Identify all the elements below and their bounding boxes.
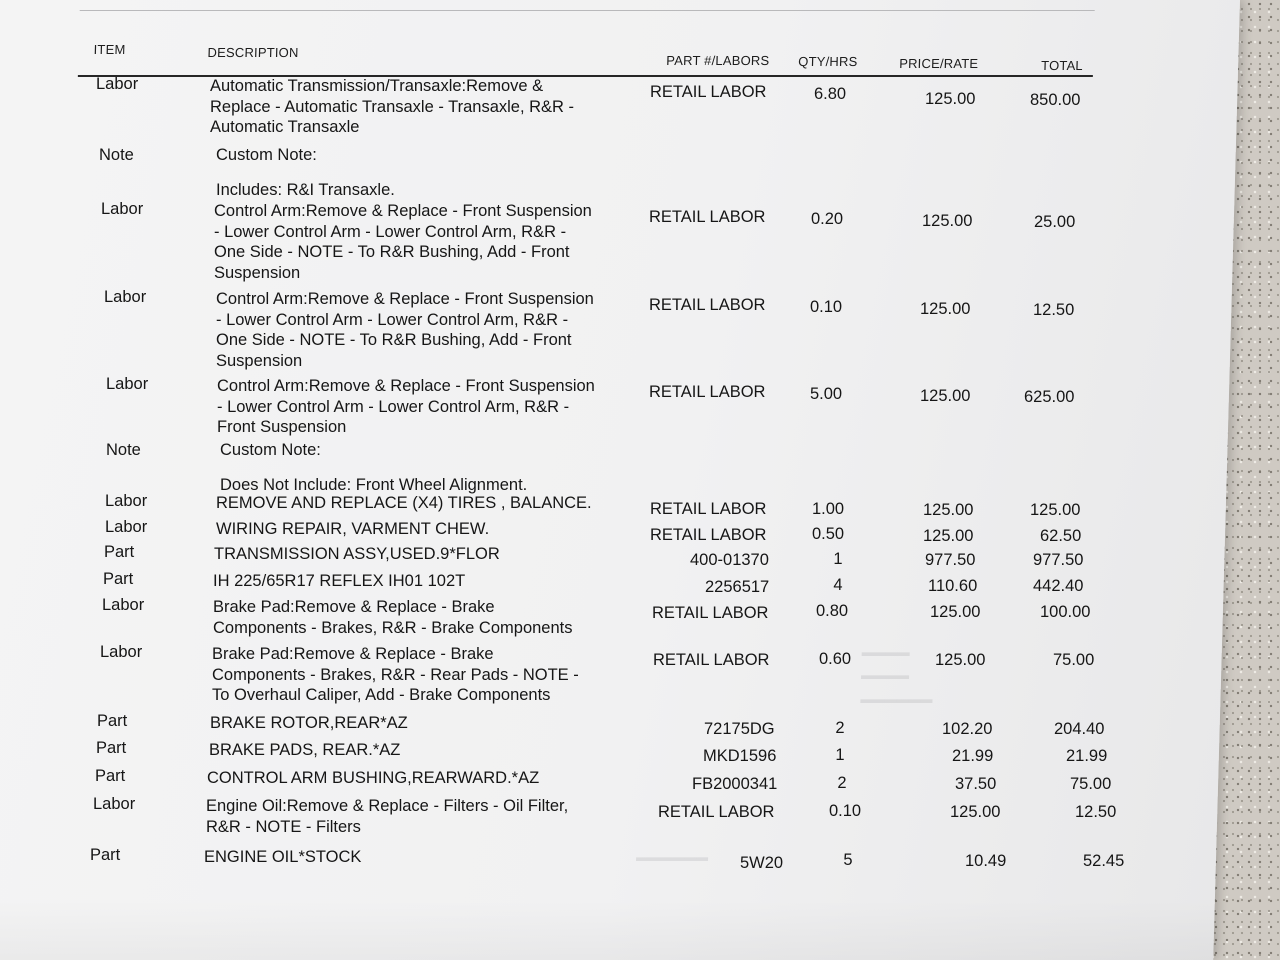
line-part-number: RETAIL LABOR [652, 604, 769, 622]
line-total: 204.40 [1054, 720, 1105, 738]
line-qty-hours: 0.50 [811, 525, 845, 543]
line-description: CONTROL ARM BUSHING,REARWARD.*AZ [207, 769, 540, 787]
line-type: Note [106, 441, 141, 459]
line-part-number: RETAIL LABOR [650, 500, 767, 518]
line-price-rate: 110.60 [928, 577, 978, 595]
line-qty-hours: 6.80 [813, 85, 847, 103]
line-price-rate: 125.00 [920, 387, 971, 405]
line-qty-hours: 1 [835, 746, 845, 764]
line-price-rate: 125.00 [930, 603, 981, 621]
line-description: BRAKE PADS, REAR.*AZ [209, 741, 401, 759]
line-part-number: 5W20 [740, 854, 784, 872]
line-description: Custom Note: Does Not Include: Front Wheel Alignment. [220, 441, 528, 494]
line-total: 52.45 [1083, 852, 1125, 870]
line-total: 62.50 [1040, 527, 1082, 545]
line-type: Labor [102, 596, 145, 614]
line-price-rate: 125.00 [922, 212, 973, 230]
line-qty-hours: 0.80 [815, 602, 849, 620]
line-description: Control Arm:Remove & Replace - Front Suspension - Lower Control Arm - Lower Control Arm, R&R - One Side - NOTE - To R&R Bushing, Add - Front Suspension [216, 290, 594, 370]
line-total: 25.00 [1034, 213, 1076, 231]
line-price-rate: 977.50 [925, 551, 976, 569]
line-part-number: RETAIL LABOR [650, 526, 767, 544]
line-type: Labor [101, 200, 144, 218]
line-description: Brake Pad:Remove & Replace - Brake Components - Brakes, R&R - Brake Components [213, 598, 573, 637]
line-price-rate: 10.49 [965, 852, 1007, 870]
line-description: Control Arm:Remove & Replace - Front Suspension - Lower Control Arm - Lower Control Arm, R&R - One Side - NOTE - To R&R Bushing, Add - Front Suspension [214, 202, 592, 282]
line-description: Automatic Transmission/Transaxle:Remove & Replace - Automatic Transaxle - Transaxle, R&R - Automatic Transaxle [210, 77, 575, 136]
line-qty-hours: 0.10 [809, 298, 843, 316]
line-part-number: RETAIL LABOR [653, 651, 770, 669]
line-type: Labor [105, 492, 148, 510]
line-price-rate: 125.00 [923, 501, 974, 519]
line-qty-hours: 5.00 [809, 385, 843, 403]
bleed-through-text: ▬▬▬▬ [860, 668, 910, 682]
header-price-rate: PRICE/RATE [899, 56, 979, 71]
line-description: IH 225/65R17 REFLEX IH01 102T [213, 572, 466, 590]
line-qty-hours: 5 [843, 851, 853, 869]
line-total: 100.00 [1040, 603, 1091, 621]
line-qty-hours: 2 [837, 774, 847, 792]
bleed-through-text: ▬▬▬▬ [861, 645, 910, 659]
line-qty-hours: 2 [835, 719, 845, 737]
line-part-number: 400-01370 [690, 551, 769, 569]
line-qty-hours: 1 [833, 550, 843, 568]
line-type: Note [99, 146, 134, 164]
line-description: ENGINE OIL*STOCK [204, 848, 362, 866]
line-description: BRAKE ROTOR,REAR*AZ [210, 714, 408, 732]
line-part-number: RETAIL LABOR [649, 208, 766, 226]
line-type: Part [96, 739, 127, 757]
line-type: Part [104, 543, 135, 561]
line-part-number: 2256517 [705, 578, 770, 596]
header-item: ITEM [93, 42, 126, 57]
line-total: 12.50 [1033, 301, 1075, 319]
line-type: Labor [105, 518, 148, 536]
bleed-through-text: ▬▬▬▬▬▬ [635, 850, 709, 864]
line-description: TRANSMISSION ASSY,USED.9*FLOR [214, 545, 500, 563]
line-total: 977.50 [1033, 551, 1084, 569]
line-part-number: FB2000341 [692, 775, 778, 793]
line-part-number: MKD1596 [703, 747, 777, 765]
line-type: Labor [96, 75, 139, 93]
line-part-number: RETAIL LABOR [649, 296, 766, 314]
line-total: 125.00 [1030, 501, 1081, 519]
line-description: Control Arm:Remove & Replace - Front Suspension - Lower Control Arm - Lower Control Arm, R&R - Front Suspension [217, 377, 595, 436]
line-type: Part [97, 712, 128, 730]
line-type: Part [103, 570, 134, 588]
header-qty-hours: QTY/HRS [798, 54, 858, 69]
line-part-number: RETAIL LABOR [649, 383, 766, 401]
line-description: Custom Note: Includes: R&I Transaxle. [216, 146, 395, 199]
header-description: DESCRIPTION [207, 45, 299, 60]
line-total: 75.00 [1053, 651, 1095, 669]
line-part-number: 72175DG [704, 720, 775, 738]
line-total: 442.40 [1033, 577, 1084, 595]
line-description: WIRING REPAIR, VARMENT CHEW. [216, 520, 490, 538]
header-part-number: PART #/LABORS [666, 53, 770, 68]
line-description: Engine Oil:Remove & Replace - Filters - Oil Filter, R&R - NOTE - Filters [206, 797, 569, 836]
line-part-number: RETAIL LABOR [658, 803, 775, 821]
line-price-rate: 37.50 [955, 775, 997, 793]
line-total: 850.00 [1030, 91, 1081, 109]
line-part-number: RETAIL LABOR [650, 83, 767, 101]
header-total: TOTAL [1040, 58, 1084, 73]
line-type: Part [95, 767, 126, 785]
bleed-through-text: ▬▬▬▬▬▬ [860, 692, 933, 706]
line-type: Labor [100, 643, 143, 661]
line-qty-hours: 0.20 [810, 210, 844, 228]
line-qty-hours: 1.00 [811, 500, 845, 518]
line-price-rate: 125.00 [935, 651, 986, 669]
line-qty-hours: 4 [833, 576, 843, 594]
line-description: REMOVE AND REPLACE (X4) TIRES , BALANCE. [216, 494, 592, 512]
line-qty-hours: 0.60 [818, 650, 852, 668]
line-price-rate: 21.99 [952, 747, 994, 765]
line-price-rate: 102.20 [942, 720, 993, 738]
line-price-rate: 125.00 [950, 803, 1001, 821]
line-type: Part [90, 846, 121, 864]
line-type: Labor [93, 795, 136, 813]
line-price-rate: 125.00 [923, 527, 974, 545]
line-qty-hours: 0.10 [828, 802, 862, 820]
line-type: Labor [104, 288, 147, 306]
line-description: Brake Pad:Remove & Replace - Brake Components - Brakes, R&R - Rear Pads - NOTE - To Overhaul Caliper, Add - Brake Components [212, 645, 579, 704]
line-total: 21.99 [1066, 747, 1108, 765]
line-total: 625.00 [1024, 388, 1075, 406]
line-type: Labor [106, 375, 149, 393]
line-price-rate: 125.00 [925, 90, 976, 108]
line-total: 75.00 [1070, 775, 1112, 793]
line-price-rate: 125.00 [920, 300, 971, 318]
line-total: 12.50 [1075, 803, 1117, 821]
